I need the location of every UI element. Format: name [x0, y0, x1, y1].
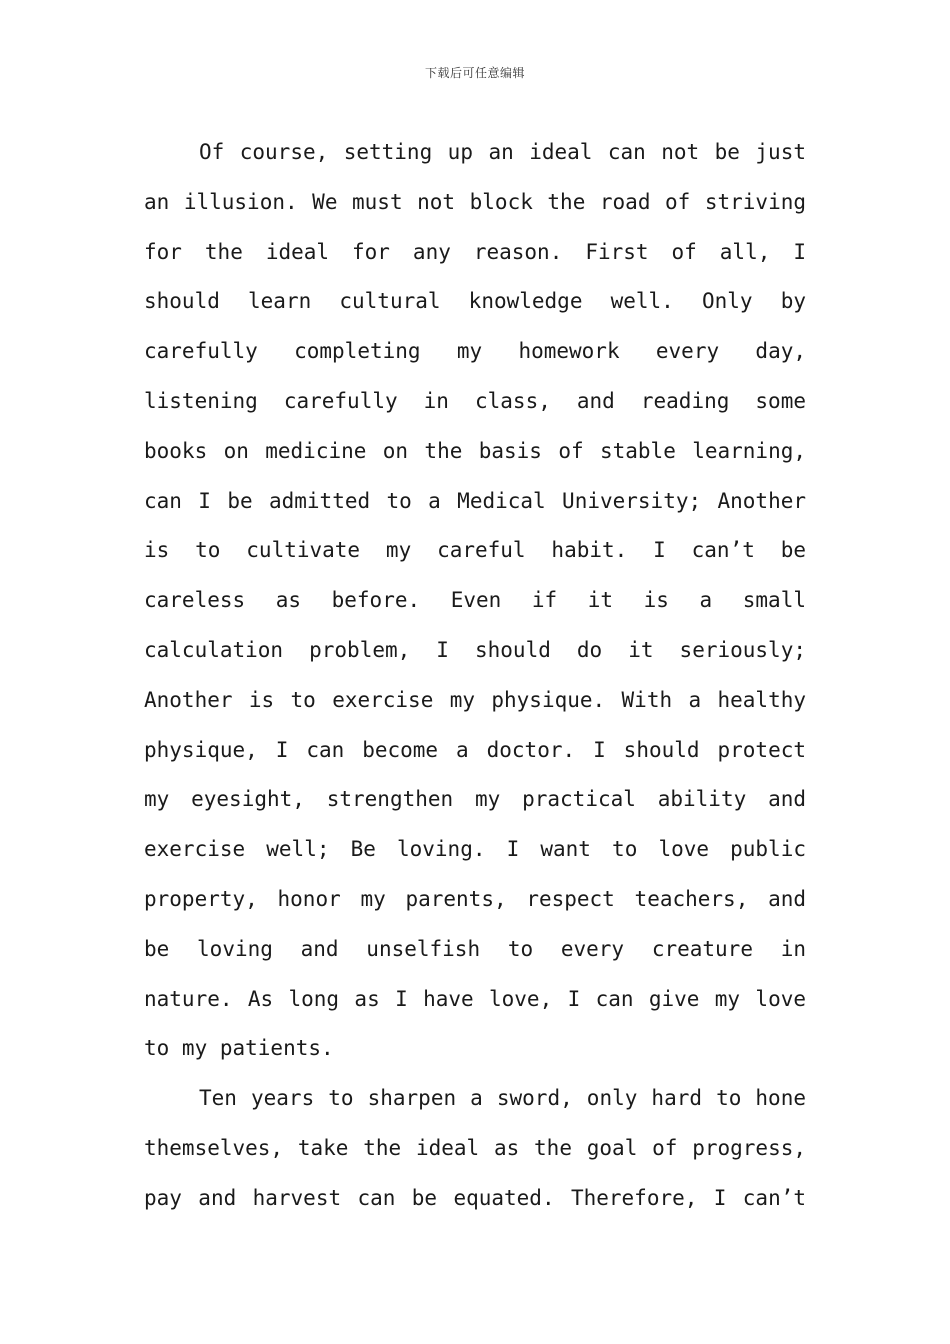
text-line: Of course, setting up an ideal can not be just	[199, 140, 806, 164]
text-line: for the ideal for any reason. First of all, I	[144, 239, 806, 264]
paragraph-2	[144, 1074, 806, 1223]
page-header-note: 下载后可任意编辑	[424, 66, 525, 80]
text-line: should learn cultural knowledge well. Only by	[144, 289, 806, 314]
text-line: property, honor my parents, respect teachers, and	[144, 886, 806, 911]
text-line: pay and harvest can be equated. Therefore, I can’t	[144, 1185, 806, 1210]
text-line: is to cultivate my careful habit. I can’t be	[144, 538, 806, 563]
text-line: my eyesight, strengthen my practical ability and	[144, 787, 806, 812]
text-line: carefully completing my homework every day,	[144, 339, 806, 364]
text-line: themselves, take the ideal as the goal of progress,	[144, 1135, 806, 1160]
text-line: nature. As long as I have love, I can give my love	[144, 986, 806, 1011]
body-text	[144, 128, 806, 1224]
text-line: to my patients.	[144, 1036, 334, 1061]
text-line: an illusion. We must not block the road of striving	[144, 189, 806, 214]
text-line: exercise well; Be loving. I want to love public	[144, 837, 806, 862]
paragraph-1	[144, 128, 806, 1074]
text-line: books on medicine on the basis of stable learning,	[144, 438, 806, 463]
text-line: Ten years to sharpen a sword, only hard to hone	[199, 1086, 806, 1111]
text-line: physique, I can become a doctor. I should protect	[144, 737, 806, 762]
text-line: Another is to exercise my physique. With a healthy	[144, 687, 806, 712]
text-line: listening carefully in class, and reading some	[144, 388, 806, 413]
text-line: be loving and unselfish to every creature in	[144, 936, 806, 961]
text-line: can I be admitted to a Medical University; Another	[144, 488, 806, 513]
text-line: calculation problem, I should do it seriously;	[144, 637, 806, 662]
text-line: careless as before. Even if it is a small	[144, 588, 806, 613]
